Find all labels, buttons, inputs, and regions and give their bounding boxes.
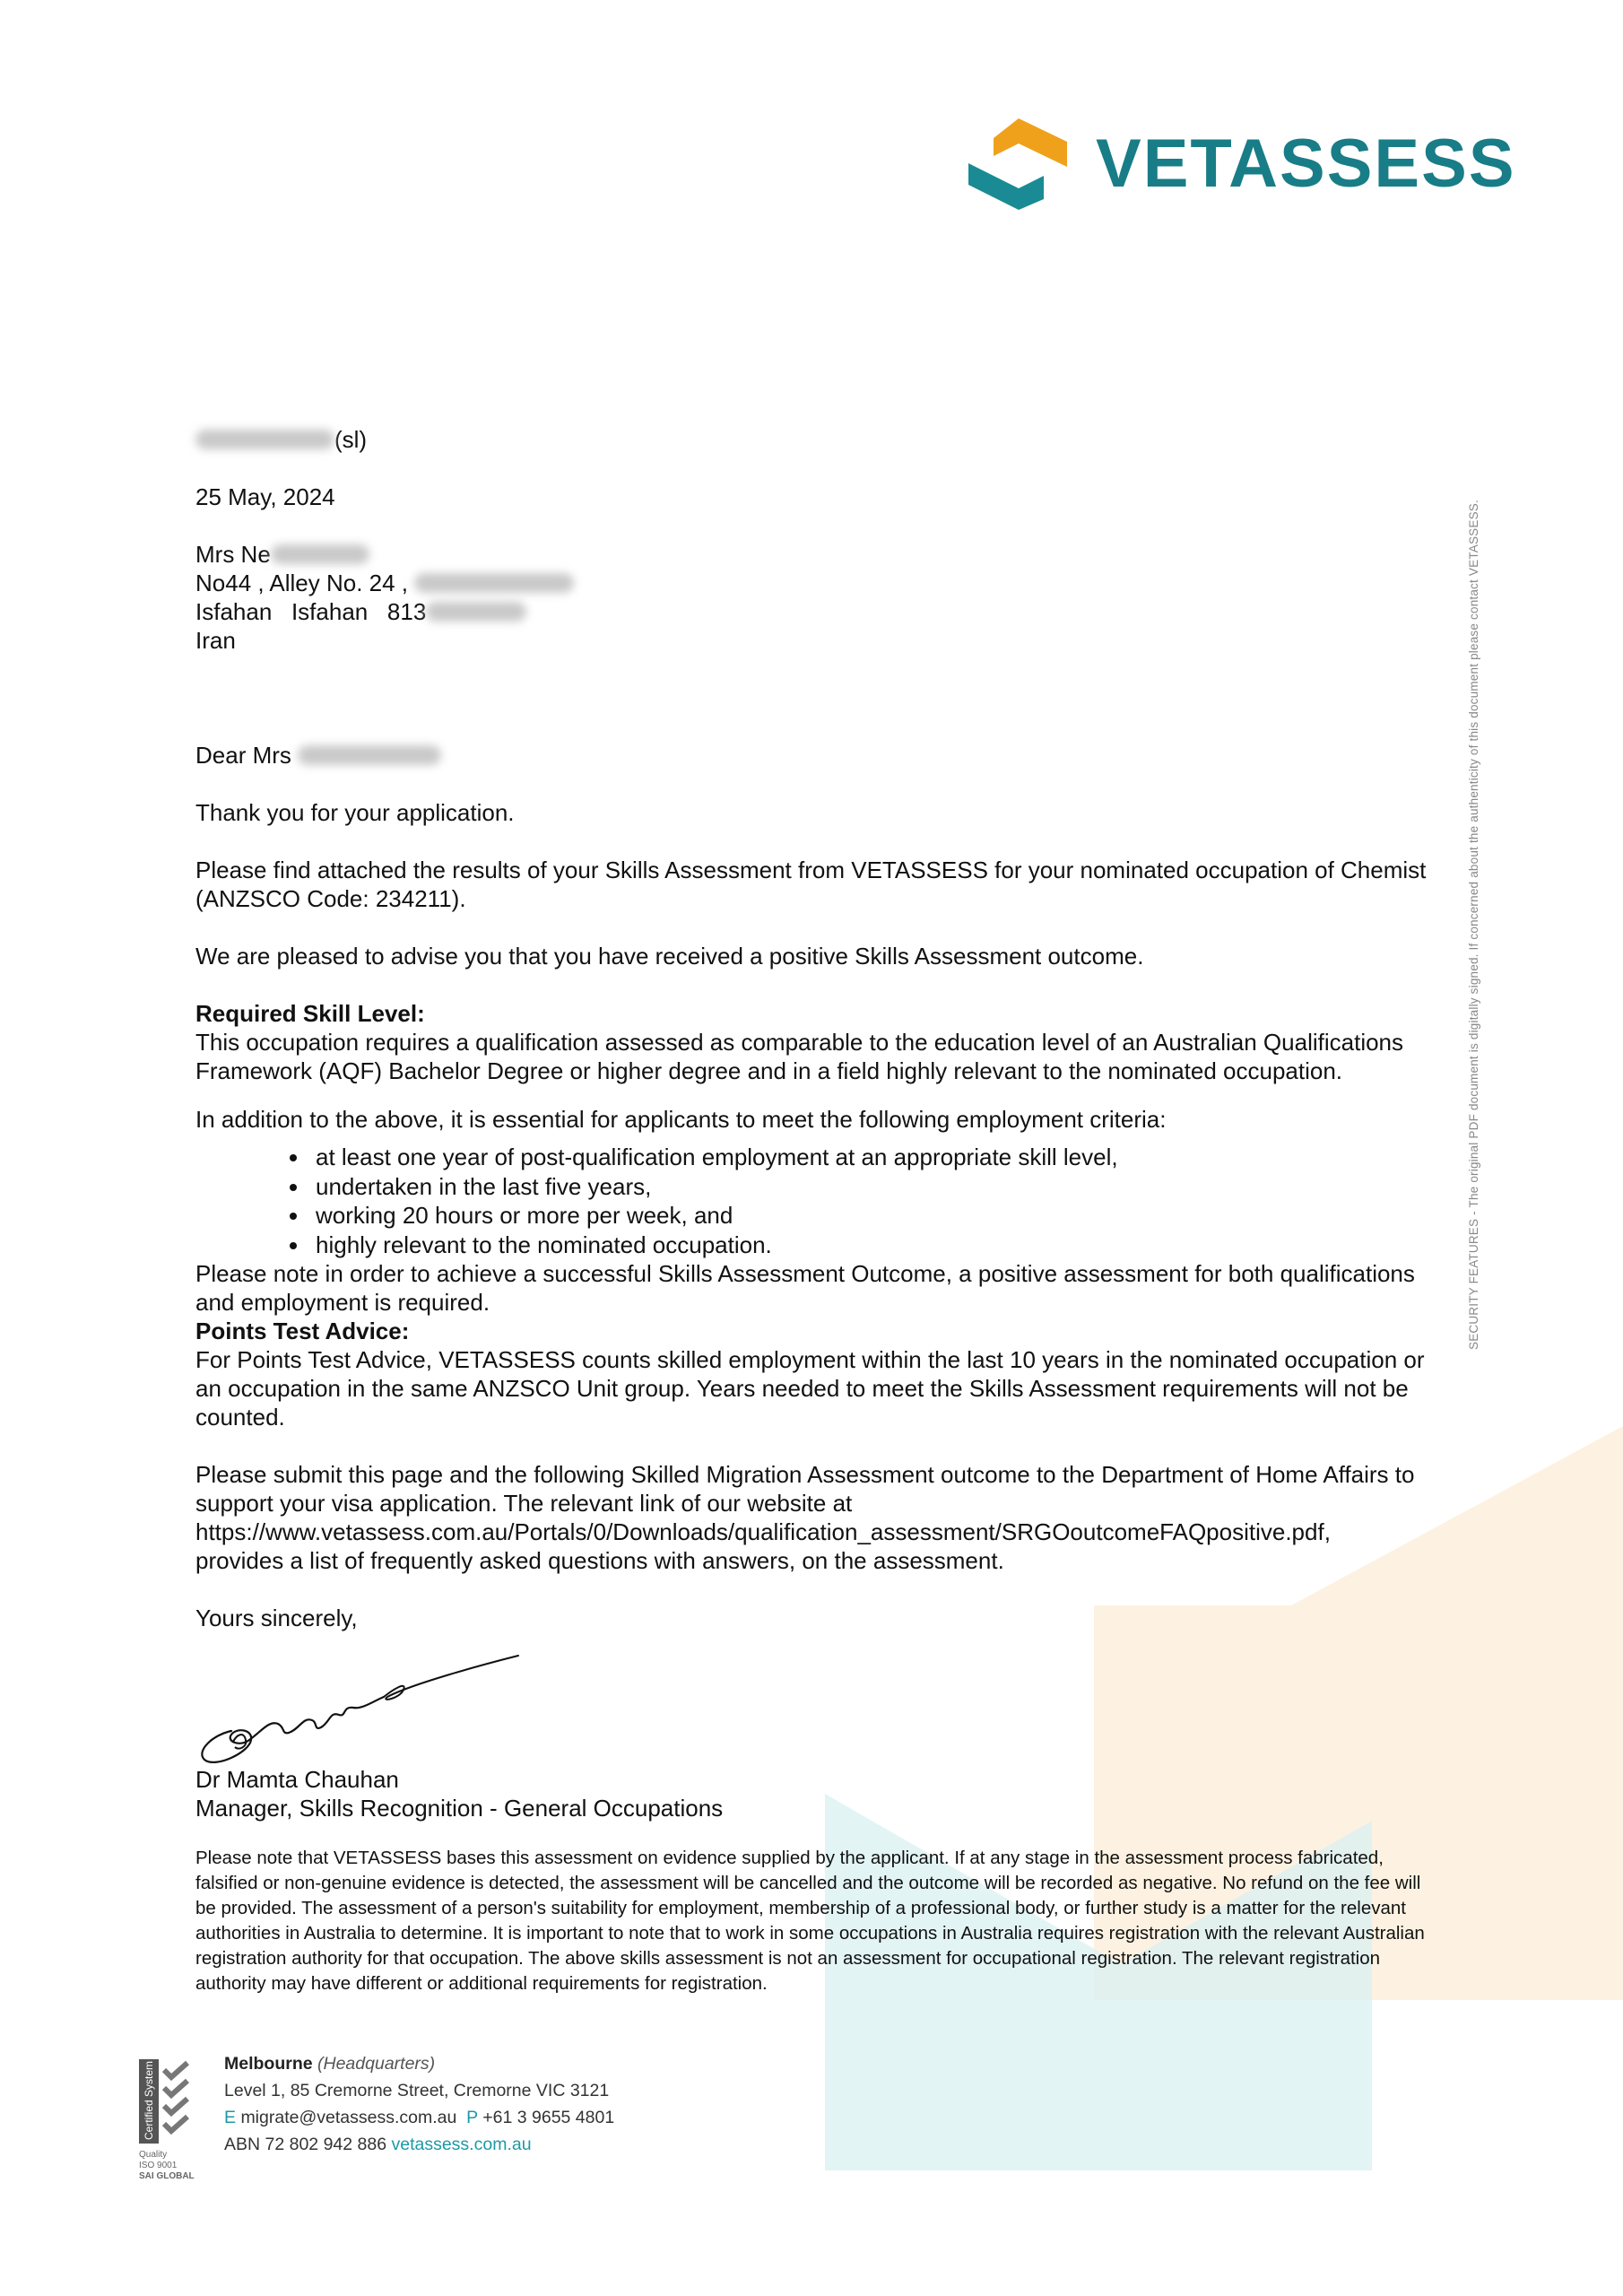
logo-teal-chevron (968, 163, 1044, 210)
address-line-1: Mrs Ne (195, 540, 1433, 569)
redacted-postcode (426, 602, 526, 622)
address-line-4: Iran (195, 627, 236, 654)
employment-criteria-intro: In addition to the above, it is essential for applicants to meet the following employment criteria: (195, 1106, 1167, 1133)
signatory-name: Dr Mamta Chauhan (195, 1766, 399, 1793)
office-contacts: E migrate@vetassess.com.au P +61 3 9655 4801 (224, 2108, 615, 2127)
letter-body (195, 425, 1433, 1996)
para-submit: Please submit this page and the following Skilled Migration Assessment outcome to the Department of Home Affairs to support your visa application. The relevant link of our website at https://www.vetassess.com.au/Portals/0/Downloads/qualification_assessment/SRGOoutcomeFAQpositive.pdf, provides a list of frequently asked questions with answers, on the assessment. (195, 1461, 1415, 1574)
list-item: • working 20 hours or more per week, and (310, 1201, 1433, 1231)
redacted-reference (195, 430, 334, 449)
reference-number: (sl) (195, 425, 1433, 454)
para-assessment-note: Please note in order to achieve a successful Skills Assessment Outcome, a positive assessment for both qualifications and employment is required. (195, 1260, 1415, 1316)
employment-criteria-list (195, 1143, 1433, 1259)
address-line-3: Isfahan Isfahan 813 (195, 597, 1433, 626)
logo-orange-chevron (994, 118, 1067, 167)
required-skill-body: This occupation requires a qualification assessed as comparable to the education level of an Australian Qualifications Framework (AQF) Bachelor Degree or higher degree and in a field highly relevant to the nominated occupation. (195, 1029, 1404, 1084)
list-item: • highly relevant to the nominated occupation. (310, 1231, 1433, 1260)
email-link[interactable]: migrate@vetassess.com.au (240, 2108, 457, 2127)
signature-image (195, 1634, 536, 1769)
closing: Yours sincerely, (195, 1605, 358, 1631)
redacted-name (271, 544, 369, 564)
vetassess-logo-text: VETASSESS (1096, 126, 1516, 202)
security-features-note: SECURITY FEATURES - The original PDF document is digitally signed. If concerned about the authenticity of this document please contact VETASSESS. (1467, 500, 1480, 1350)
office-abn: ABN 72 802 942 886 vetassess.com.au (224, 2135, 532, 2154)
signatory-title: Manager, Skills Recognition - General Occupations (195, 1795, 724, 1822)
letter-date: 25 May, 2024 (195, 483, 335, 510)
salutation: Dear Mrs (195, 741, 1433, 770)
iso-certification-badge (139, 2059, 195, 2182)
list-item: • at least one year of post-qualification employment at an appropriate skill level, (310, 1143, 1433, 1172)
checkmarks-icon (139, 2059, 195, 2144)
iso-line-sai: SAI GLOBAL (139, 2171, 195, 2181)
disclaimer-text: Please note that VETASSESS bases this assessment on evidence supplied by the applicant. If at any stage in the assessment process fabricated, falsified or non-genuine evidence is detected, the assessment will be cancelled and the outcome will be recorded as negative. No refund on the fee will be provided. The assessment of a person's suitability for employment, membership of a professional body, or further study is a matter for the relevant authorities in Australia to determine. It is important to note that to work in some occupations in Australia requires registration with the relevant Australian registration authority for that occupation. The above skills assessment is not an assessment for occupational registration. The relevant registration authority may have different or additional requirements for registration. (195, 1848, 1425, 1994)
office-address: Level 1, 85 Cremorne Street, Cremorne VIC 3121 (224, 2081, 610, 2100)
recipient-address (195, 540, 1433, 655)
faq-link[interactable]: https://www.vetassess.com.au/Portals/0/Downloads/qualification_assessment/SRGOoutcomeFAQpositive.pdf, (195, 1518, 1331, 1545)
website-link[interactable]: vetassess.com.au (391, 2135, 532, 2154)
iso-line-quality: Quality (139, 2150, 168, 2160)
redacted-salutation-name (298, 745, 441, 765)
required-skill-heading: Required Skill Level: (195, 1000, 425, 1027)
phone-number: +61 3 9655 4801 (482, 2108, 615, 2127)
redacted-street (414, 573, 574, 593)
iso-vertical-label: Certified System (143, 2060, 155, 2140)
para-positive-outcome: We are pleased to advise you that you have received a positive Skills Assessment outcome. (195, 943, 1144, 970)
para-thanks: Thank you for your application. (195, 799, 515, 826)
office-city: Melbourne (Headquarters) (224, 2054, 436, 2074)
vetassess-logo-mark (967, 117, 1071, 210)
iso-line-standard: ISO 9001 (139, 2161, 178, 2170)
points-test-heading: Points Test Advice: (195, 1318, 410, 1344)
points-test-body: For Points Test Advice, VETASSESS counts skilled employment within the last 10 years in the nominated occupation or an occupation in the same ANZSCO Unit group. Years needed to meet the Skills Assessment requirements will not be counted. (195, 1346, 1425, 1431)
office-contact-block (224, 2050, 614, 2158)
para-attached-results: Please find attached the results of your Skills Assessment from VETASSESS for your nominated occupation of Chemist (ANZSCO Code: 234211). (195, 857, 1427, 912)
address-line-2: No44 , Alley No. 24 , (195, 569, 1433, 597)
list-item: • undertaken in the last five years, (310, 1172, 1433, 1202)
